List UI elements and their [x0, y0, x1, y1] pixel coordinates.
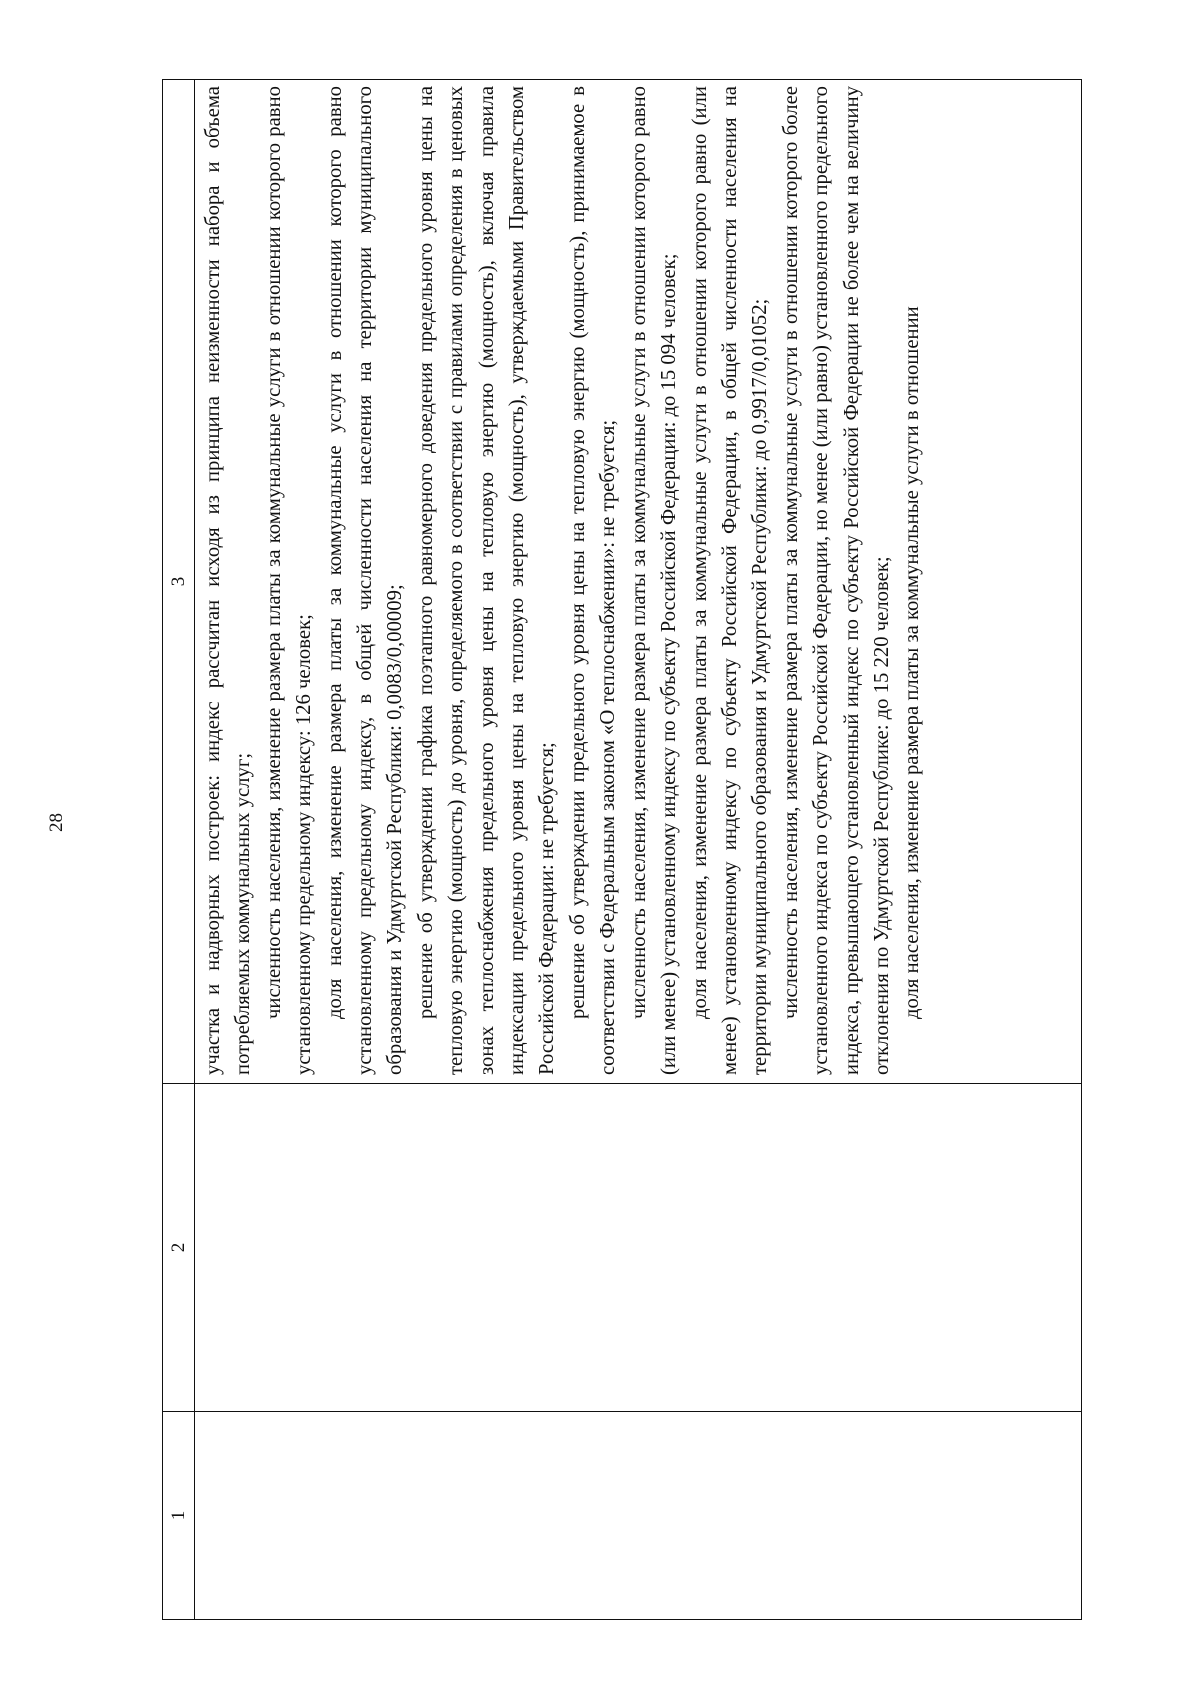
page-number: 28 [46, 813, 67, 832]
header-col-1: 1 [163, 1412, 195, 1620]
paragraph: доля населения, изменение размера платы за коммунальные услуги в отношении [901, 306, 924, 1019]
cell-col-2 [195, 1084, 1082, 1412]
rotated-table-container [162, 80, 1082, 1620]
cell-col-3-content [195, 80, 928, 1083]
paragraph: доля населения, изменение размера платы за коммунальные услуги в отношении которого равно (или менее) установленному индексу по субъекту Российской Федерации, в общей численности населения на территории муниципального образования и Удмуртской Республики: до 0,9917/0,01052; [688, 86, 772, 1075]
paragraph: численность населения, изменение размера платы за коммунальные услуги в отношении которого равно (или менее) установленному индексу по субъекту Российской Федерации: до 15 094 человек; [627, 86, 681, 1075]
paragraph: решение об утверждении предельного уровня цены на тепловую энергию (мощность), принимаемое в соответствии с Федеральным законом «О теплоснабжении»: не требуется; [566, 86, 620, 1075]
paragraph: численность населения, изменение размера платы за коммунальные услуги в отношении которого более установленного индекса по субъекту Российской Федерации, но менее (или равно) установленного предельного индекса, превышающего установленный индекс по субъекту Российской Федерации не более чем на величину отклонения по Удмуртской Республике: до 15 220 человек; [779, 86, 893, 1075]
table-body-row [195, 80, 1082, 1620]
cell-col-3 [195, 80, 1082, 1084]
header-col-3: 3 [163, 80, 195, 1084]
header-col-2: 2 [163, 1084, 195, 1412]
document-table [162, 79, 1082, 1620]
table-header-row [163, 80, 195, 1620]
paragraph: решение об утверждении графика поэтапного равномерного доведения предельного уровня цены на тепловую энергию (мощность) до уровня, определяемого в соответствии с правилами определения в ценовых зонах теплоснабжения предельного уровня цены на тепловую энергию (мощность), включая правила индексации предельного уровня цены на тепловую энергию (мощность), утверждаемыми Правительством Российской Федерации: не требуется; [414, 86, 559, 1075]
paragraph: доля населения, изменение размера платы за коммунальные услуги в отношении которого равно установленному предельному индексу, в общей численности населения на территории муниципального образования и Удмуртской Республики: 0,0083/0,00009; [323, 86, 407, 1075]
cell-col-1 [195, 1412, 1082, 1620]
paragraph: участка и надворных построек: индекс рассчитан исходя из принципа неизменности набора и объема потребляемых коммунальных услуг; [202, 86, 255, 1075]
paragraph: численность населения, изменение размера платы за коммунальные услуги в отношении которого равно установленному предельному индексу: 126 человек; [262, 86, 316, 1075]
